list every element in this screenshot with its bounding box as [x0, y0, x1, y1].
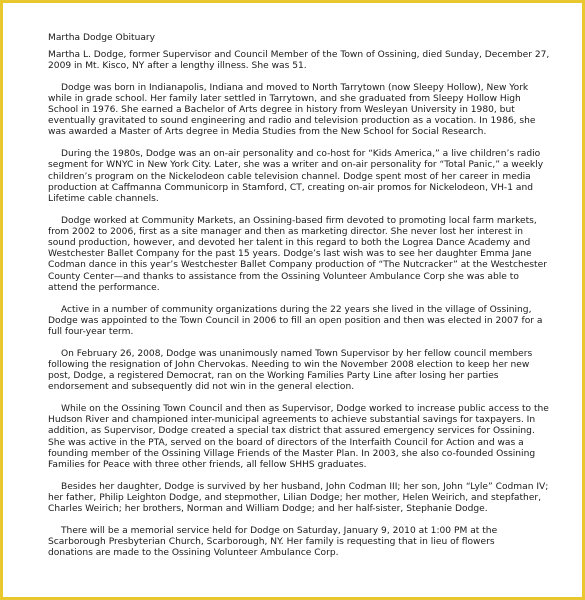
cut-off-last-line: donations are made to the Ossining Volunteer Ambulance Corp. — [48, 548, 339, 558]
paragraph-3: During the 1980s, Dodge was an on-air personality and co-host for “Kids America,” a live children’s radio segment for WNYC in New York City. Later, she was a writer and on-air personality for “Total Panic,” a weekly children’s program on the Nickelodeon cable television channel. Dodge spent most of her career in media production at Caffmanna Communicorp in Stamford, CT, creating on-air promos for Nickelodeon, VH-1 and Lifetime cable channels. — [48, 149, 544, 204]
paragraph-8: Besides her daughter, Dodge is survived by her husband, John Codman III; her son, John “Lyle” Codman IV; her father, Philip Leighton Dodge, and stepmother, Lilian Dodge; her mother, Helen Weirich, and stepfather, Charles Weirich; her brothers, Norman and William Dodge; and her half-sister, Stephanie Dodge. — [48, 481, 549, 515]
paragraph-6: On February 26, 2008, Dodge was unanimously named Town Supervisor by her fellow council members following the resignation of John Chervokas. Needing to win the November 2008 election to keep her new post, Dodge, a registered Democrat, ran on the Working Families Party Line after losing her parties endorsement and subsequently did not win in the general election. — [48, 348, 533, 393]
document-title: Martha Dodge Obituary — [48, 33, 156, 43]
paragraph-4: Dodge worked at Community Markets, an Ossining-based firm devoted to promoting local farm markets, from 2002 to 2006, first as a site manager and then as marketing director. She never lost her interest in sound production, however, and devoted her talent in this regard to both the Logrea Dance Academy and Westchester Ballet Company for the past 15 years. Dodge’s last wish was to see her daughter Emma Jane Codman dance in this year’s Westchester Ballet Company production of “The Nutcracker” at the Westchester County Center—and thanks to assistance from the Ossining Volunteer Ambulance Corp she was able to attend the performance. — [48, 215, 547, 293]
paragraph-2: Dodge was born in Indianapolis, Indiana and moved to North Tarrytown (now Sleepy Hollow), New York while in grade school. Her family later settled in Tarrytown, and she graduated from Sleepy Hollow High School in 1976. She earned a Bachelor of Arts degree in history from Wesleyan University in 1980, but eventually gravitated to sound engineering and radio and television production as a vocation. In 1986, she was awarded a Master of Arts degree in Media Studies from the New School for Social Research. — [48, 82, 536, 138]
obituary-document — [48, 33, 550, 559]
paragraph-5: Active in a number of community organizations during the 22 years she lived in the village of Ossining, Dodge was appointed to the Town Council in 2006 to fill an open position and then was elected in 2007 for a full four-year term. — [48, 304, 543, 337]
paragraph-9: There will be a memorial service held for Dodge on Saturday, January 9, 2010 at 1:00 PM at the Scarborough Presbyterian Church, Scarborough, NY. Her family is requesting that in lieu of flowers — [48, 525, 498, 548]
paragraph-7: While on the Ossining Town Council and then as Supervisor, Dodge worked to increase public access to the Hudson River and championed inter-municipal agreements to achieve substantial savings for taxpayers. In addition, as Supervisor, Dodge created a special tax district that assured emergency services for Ossining. She was active in the PTA, served on the board of directors of the Interfaith Council for Action and was a founding member of the Ossining Village Friends of the Master Plan. In 2003, she also co-founded Ossining Families for Peace with three other friends, all fellow SHHS graduates. — [48, 403, 549, 470]
paragraph-1: Martha L. Dodge, former Supervisor and Council Member of the Town of Ossining, died Sunday, December 27, 2009 in Mt. Kisco, NY after a lengthy illness. She was 51. — [48, 49, 550, 71]
